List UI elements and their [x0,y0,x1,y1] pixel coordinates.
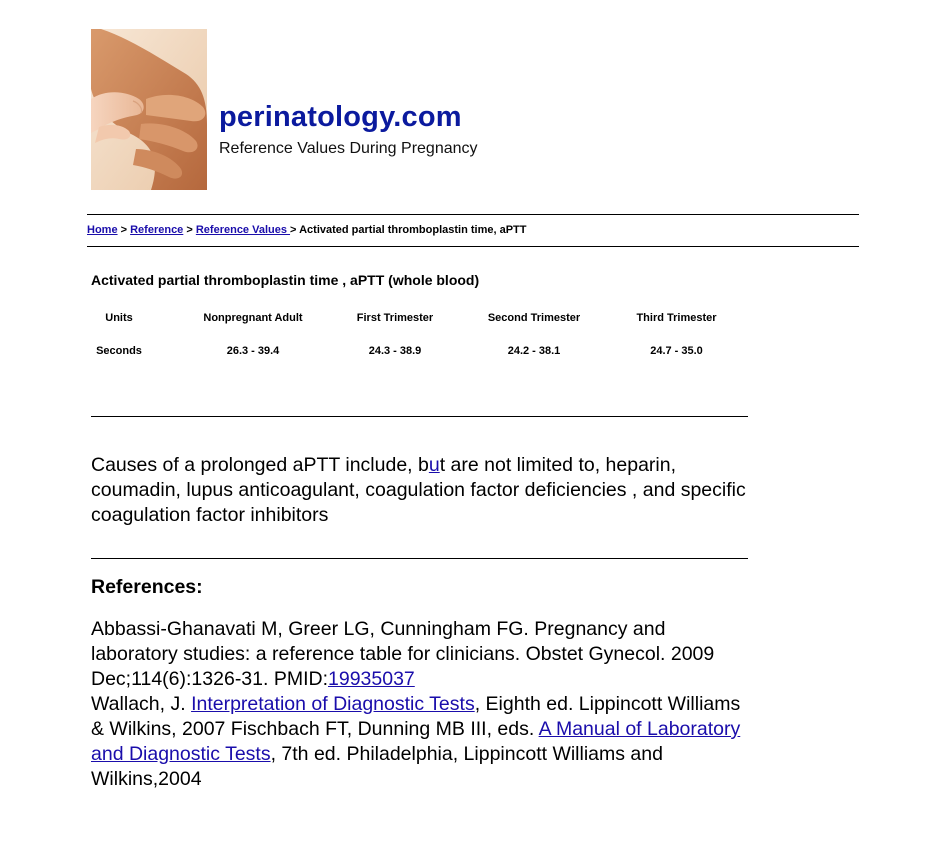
reference-3-details: , 7th ed. Philadelphia, Lippincott Williams and Wilkins,2004 [91,743,663,790]
section-divider [91,558,748,559]
breadcrumb-separator: > [117,224,131,236]
table-cell-units: Seconds [96,345,142,357]
causes-text-start: Causes of a prolonged aPTT include, b [91,454,429,476]
breadcrumb-current: Activated partial thromboplastin time, aPTT [299,224,527,236]
causes-inline-link[interactable]: u [428,454,440,476]
table-header-second-trimester: Second Trimester [487,312,581,324]
causes-text-end: t are not limited to, heparin, coumadin, lupus anticoagulant, coagulation factor deficiencies , and specific coagulation factor inhibitors [91,454,746,526]
table-cell-nonpregnant: 26.3 - 39.4 [226,345,280,357]
references-list [91,617,751,792]
table-title: Activated partial thromboplastin time , aPTT (whole blood) [91,272,480,288]
breadcrumb-divider [87,246,859,247]
table-cell-third-trimester: 24.7 - 35.0 [650,345,703,357]
section-divider [91,416,748,417]
breadcrumb-home-link[interactable]: Home [87,224,118,236]
manual-lab-diagnostic-tests-link[interactable]: A Manual of Laboratory and Diagnostic Tests [91,718,741,765]
breadcrumb [87,224,526,236]
pmid-link[interactable]: 19935037 [328,668,415,690]
causes-paragraph [91,453,751,528]
breadcrumb-separator: > [183,224,196,236]
breadcrumb-separator: > [290,224,300,236]
table-header-units: Units [105,312,133,324]
table-header-third-trimester: Third Trimester [636,312,717,324]
top-divider [87,214,859,215]
breadcrumb-reference-values-link[interactable]: Reference Values [195,224,291,236]
reference-2-details: , Eighth ed. Lippincott Williams & Wilkins, 2007 Fischbach FT, Dunning MB III, eds. [91,693,741,740]
breadcrumb-reference-link[interactable]: Reference [130,224,184,236]
reference-2-text: Wallach, J. [91,693,192,715]
table-cell-first-trimester: 24.3 - 38.9 [368,345,422,357]
hands-photo-graphic [91,29,207,190]
table-cell-second-trimester: 24.2 - 38.1 [507,345,561,357]
site-title[interactable]: perinatology.com [219,101,462,133]
reference-1-text: Abbassi-Ghanavati M, Greer LG, Cunningham FG. Pregnancy and laboratory studies: a reference table for clinicians. Obstet Gynecol. 2009 Dec;114(6):1326-31. PMID: [91,618,715,690]
site-subtitle: Reference Values During Pregnancy [219,140,478,157]
table-header-nonpregnant: Nonpregnant Adult [203,312,303,324]
table-header-first-trimester: First Trimester [356,312,434,324]
hands-photo [91,29,207,190]
interpretation-diagnostic-tests-link[interactable]: Interpretation of Diagnostic Tests [191,693,475,715]
references-heading: References: [91,576,203,598]
